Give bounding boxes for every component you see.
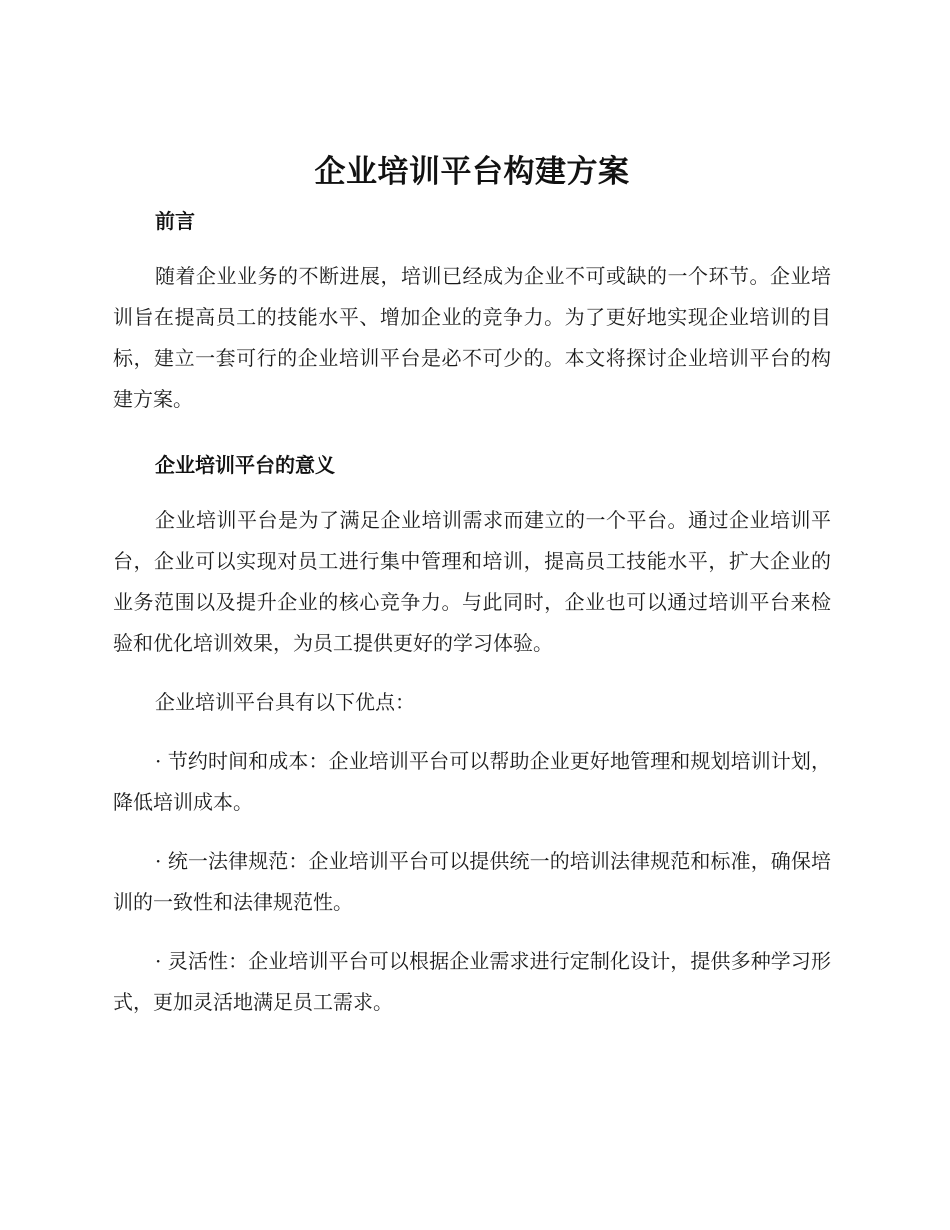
advantage-item-cost: · 节约时间和成本：企业培训平台可以帮助企业更好地管理和规划培训计划，降低培训成本。	[113, 749, 831, 814]
advantages-intro: 企业培训平台具有以下优点：	[155, 690, 415, 714]
preface-paragraph: 随着企业业务的不断进展，培训已经成为企业不可或缺的一个环节。企业培训旨在提高员工的技能水平、增加企业的竞争力。为了更好地实现企业培训的目标，建立一套可行的企业培训平台是必不可少的。本文将探讨企业培训平台的构建方案。	[113, 264, 831, 411]
significance-paragraph: 企业培训平台是为了满足企业培训需求而建立的一个平台。通过企业培训平台，企业可以实现对员工进行集中管理和培训，提高员工技能水平，扩大企业的业务范围以及提升企业的核心竞争力。与此同时，企业也可以通过培训平台来检验和优化培训效果，为员工提供更好的学习体验。	[113, 508, 831, 655]
advantage-item-regulation: · 统一法律规范：企业培训平台可以提供统一的培训法律规范和标准，确保培训的一致性和法律规范性。	[113, 849, 831, 914]
document-title: 企业培训平台构建方案	[314, 154, 630, 190]
section-heading-preface: 前言	[155, 209, 195, 233]
document-page	[113, 150, 831, 1023]
advantage-item-flexibility: · 灵活性：企业培训平台可以根据企业需求进行定制化设计，提供多种学习形式，更加灵活地满足员工需求。	[113, 949, 831, 1014]
section-heading-significance: 企业培训平台的意义	[155, 453, 335, 477]
